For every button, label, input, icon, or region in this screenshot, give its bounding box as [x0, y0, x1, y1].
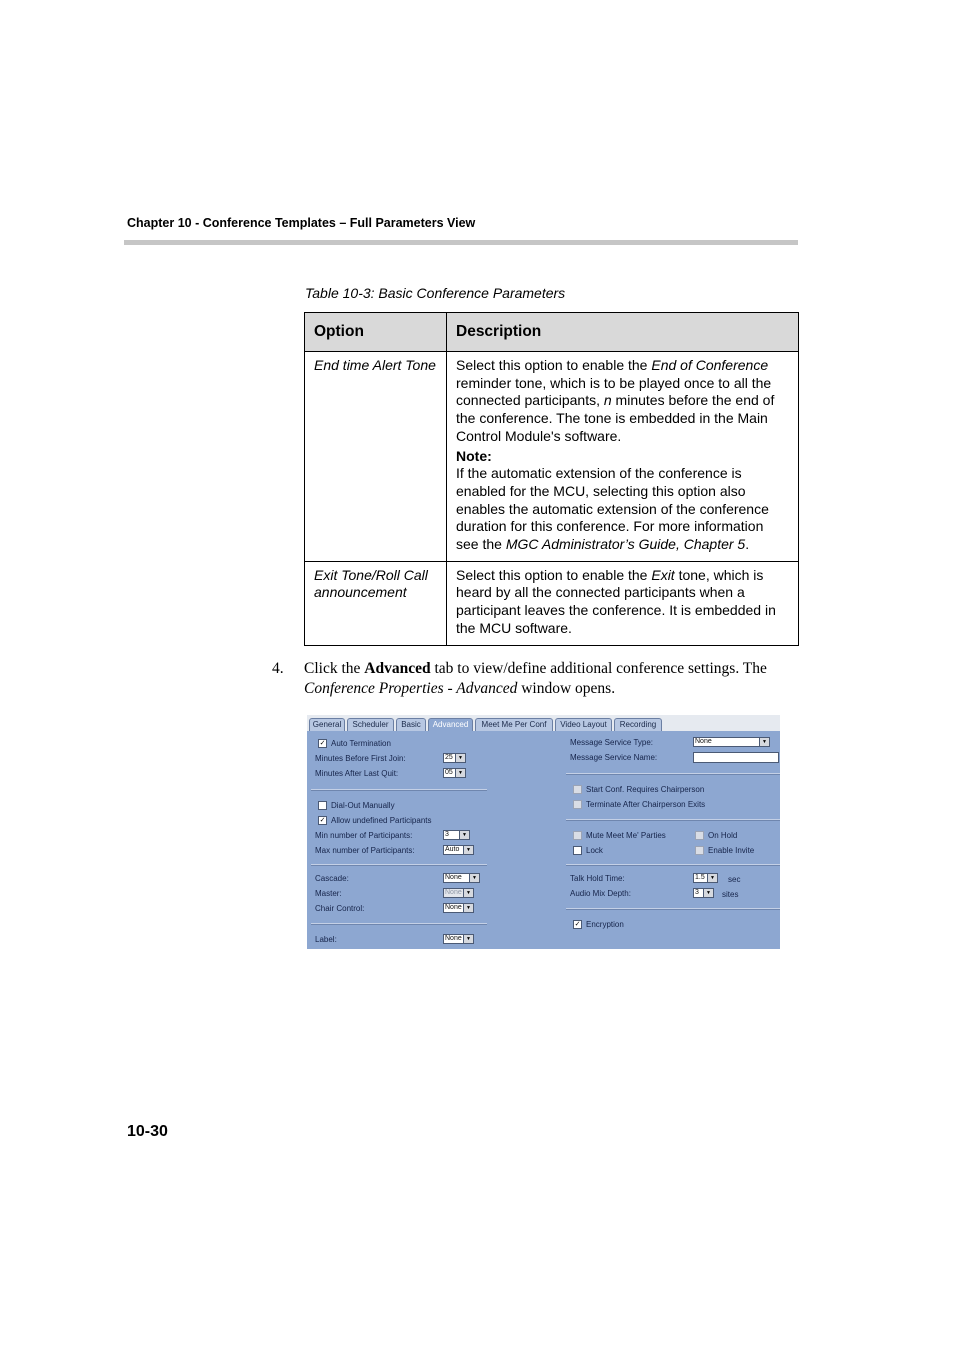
step-text-part: tab to view/define additional conference settings. The	[430, 660, 767, 677]
dropdown-arrow-icon: ▼	[455, 769, 465, 777]
select-value: None	[445, 874, 462, 881]
dropdown-arrow-icon: ▼	[707, 874, 717, 882]
tab-meet-me-per-conf[interactable]: Meet Me Per Conf	[475, 718, 553, 731]
select-value: None	[445, 889, 462, 896]
desc-text: minutes before the end of the conference. The tone is embedded in the Main Control Module's software.	[456, 392, 775, 444]
msg-service-name-input[interactable]	[693, 752, 779, 763]
dropdown-arrow-icon: ▼	[703, 889, 713, 897]
dial-out-manually-label: Dial-Out Manually	[331, 801, 395, 810]
lock-label: Lock	[586, 846, 603, 855]
enable-invite-checkbox[interactable]	[695, 846, 704, 855]
step-text	[304, 659, 804, 699]
start-conf-chair-checkbox[interactable]	[573, 785, 582, 794]
mute-meet-me-label: Mute Meet Me' Parties	[586, 831, 666, 840]
auto-termination-checkbox[interactable]: ✓	[319, 740, 326, 747]
auto-termination-label: Auto Termination	[331, 739, 391, 748]
msg-service-type-select[interactable]	[693, 737, 770, 747]
desc-text: Select this option to enable the	[456, 357, 652, 373]
desc-text: Select this option to enable the	[456, 566, 652, 583]
tab-bar	[307, 715, 780, 731]
dropdown-arrow-icon: ▼	[459, 831, 469, 839]
tab-scheduler[interactable]: Scheduler	[347, 718, 394, 731]
enable-invite-label: Enable Invite	[708, 846, 755, 855]
terminate-after-chair-label: Terminate After Chairperson Exits	[586, 800, 706, 809]
audio-mix-depth-select[interactable]	[693, 888, 714, 898]
select-value: 3	[695, 889, 699, 896]
encryption-label: Encryption	[586, 920, 624, 929]
min-participants-label: Min number of Participants:	[315, 831, 413, 840]
allow-undefined-label: Allow undefined Participants	[331, 816, 432, 825]
option-cell: End time Alert Tone	[305, 352, 447, 562]
table-header-row	[305, 313, 799, 352]
separator	[566, 908, 780, 910]
note-text: .	[745, 536, 750, 553]
separator	[566, 819, 780, 821]
desc-em: n	[603, 392, 612, 409]
header-rule	[124, 240, 798, 245]
max-participants-label: Max number of Participants:	[315, 846, 415, 855]
tab-basic[interactable]: Basic	[396, 718, 426, 731]
select-value: 05	[445, 769, 453, 776]
page-number: 10-30	[127, 1123, 168, 1140]
dropdown-arrow-icon: ▼	[463, 846, 473, 854]
terminate-after-chair-checkbox[interactable]	[573, 800, 582, 809]
conference-properties-window	[307, 715, 780, 949]
separator	[566, 773, 780, 775]
cascade-select[interactable]	[443, 873, 480, 883]
step-text-part: window opens.	[517, 680, 616, 697]
desc-em: End of Conference	[651, 357, 769, 373]
dropdown-arrow-icon: ▼	[759, 738, 769, 746]
table-row	[305, 352, 799, 562]
talk-hold-time-unit: sec	[728, 875, 741, 884]
step-number: 4.	[272, 660, 284, 677]
separator	[566, 864, 780, 866]
column-header-option: Option	[305, 313, 447, 352]
audio-mix-depth-label: Audio Mix Depth:	[570, 889, 631, 898]
table-caption: Table 10-3: Basic Conference Parameters	[305, 285, 566, 301]
lock-checkbox[interactable]	[573, 846, 582, 855]
select-value: None	[695, 738, 712, 745]
start-conf-chair-label: Start Conf. Requires Chairperson	[586, 785, 705, 794]
encryption-checkbox[interactable]: ✓	[574, 921, 581, 928]
note-label: Note:	[456, 447, 492, 464]
step-bold: Advanced	[364, 660, 431, 677]
max-participants-select[interactable]	[443, 845, 474, 855]
option-cell: Exit Tone/Roll Call announcement	[305, 561, 447, 645]
chair-control-select[interactable]	[443, 903, 474, 913]
tab-general[interactable]: General	[309, 718, 345, 731]
min-participants-select[interactable]	[443, 830, 470, 840]
select-value: None	[445, 935, 462, 942]
select-value: 25	[445, 754, 453, 761]
chapter-header: Chapter 10 - Conference Templates – Full Parameters View	[127, 216, 476, 230]
audio-mix-depth-unit: sites	[722, 890, 739, 899]
dial-out-manually-checkbox[interactable]	[318, 801, 327, 810]
mute-meet-me-checkbox[interactable]	[573, 831, 582, 840]
dropdown-arrow-icon: ▼	[469, 874, 479, 882]
parameters-table	[304, 312, 799, 646]
dropdown-arrow-icon: ▼	[463, 889, 473, 897]
separator	[311, 864, 487, 866]
on-hold-label: On Hold	[708, 831, 738, 840]
separator	[311, 789, 487, 791]
table-row	[305, 561, 799, 645]
desc-em: Exit	[651, 566, 675, 583]
step-text-part: Click the	[304, 660, 365, 677]
dropdown-arrow-icon: ▼	[463, 904, 473, 912]
cascade-label: Cascade:	[315, 874, 349, 883]
min-after-last-quit-label: Minutes After Last Quit:	[315, 769, 399, 778]
dropdown-arrow-icon: ▼	[455, 754, 465, 762]
talk-hold-time-select[interactable]	[693, 873, 718, 883]
msg-service-name-label: Message Service Name:	[570, 753, 658, 762]
master-label: Master:	[315, 889, 342, 898]
talk-hold-time-label: Talk Hold Time:	[570, 874, 625, 883]
desc-text: tone, which is heard by all the connected participants when a participant leaves the conference. It is embedded in the MCU software.	[456, 566, 776, 636]
select-value: 1.5	[695, 874, 705, 881]
select-value: None	[445, 904, 462, 911]
description-cell	[447, 352, 799, 562]
description-cell	[447, 561, 799, 645]
select-value: 3	[445, 831, 449, 838]
on-hold-checkbox[interactable]	[695, 831, 704, 840]
chair-control-label: Chair Control:	[315, 904, 365, 913]
select-value: Auto	[445, 846, 460, 853]
note-text: If the automatic extension of the conference is enabled for the MCU, selecting this option also enables the automatic extension of the conference duration for this conference. For more information see the	[456, 465, 769, 553]
column-header-description: Description	[447, 313, 799, 352]
min-after-last-quit-select[interactable]	[443, 768, 466, 778]
note-em: MGC Administrator’s Guide, Chapter 5	[505, 536, 746, 553]
min-before-first-join-select[interactable]	[443, 753, 466, 763]
msg-service-type-label: Message Service Type:	[570, 738, 654, 747]
tab-video-layout[interactable]: Video Layout	[555, 718, 612, 731]
min-before-first-join-label: Minutes Before First Join:	[315, 754, 406, 763]
separator	[311, 923, 487, 925]
dropdown-arrow-icon: ▼	[463, 935, 473, 943]
master-select[interactable]	[443, 888, 474, 898]
desc-text: reminder tone, which is to be played once to all the connected participants,	[456, 374, 772, 409]
allow-undefined-checkbox[interactable]: ✓	[319, 817, 326, 824]
label-label: Label:	[315, 935, 337, 944]
tab-advanced[interactable]: Advanced	[428, 718, 473, 731]
tab-recording[interactable]: Recording	[614, 718, 662, 731]
step-em: Conference Properties - Advanced	[304, 680, 518, 697]
label-select[interactable]	[443, 934, 474, 944]
